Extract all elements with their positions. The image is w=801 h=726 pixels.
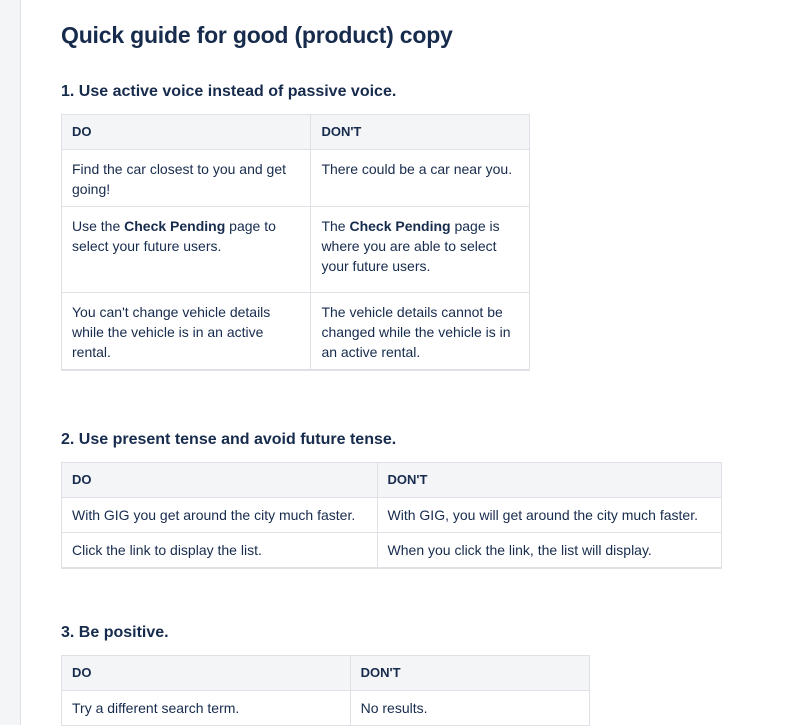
do-cell: Find the car closest to you and get going! (62, 150, 311, 207)
check-pending-bold: Check Pending (349, 218, 451, 234)
dont-cell: The Check Pending page is where you are able to select your future users. (311, 207, 530, 293)
table-row (62, 691, 590, 726)
table-row (62, 207, 530, 293)
dont-cell: There could be a car near you. (311, 150, 530, 207)
present-tense-table (61, 462, 722, 568)
table-header-row (62, 656, 590, 691)
page-title: Quick guide for good (product) copy (61, 22, 453, 48)
be-positive-table (61, 655, 590, 726)
column-header-dont: DON'T (377, 463, 721, 498)
do-cell: Click the link to display the list. (62, 533, 378, 568)
column-header-dont: DON'T (311, 115, 530, 150)
dont-cell: The vehicle details cannot be changed while the vehicle is in an active rental. (311, 293, 530, 370)
table-row (62, 293, 530, 370)
left-sidebar-edge (0, 0, 21, 725)
do-cell: You can't change vehicle details while the vehicle is in an active rental. (62, 293, 311, 370)
dont-cell: With GIG, you will get around the city much faster. (377, 498, 721, 533)
column-header-dont: DON'T (350, 656, 589, 691)
table-row (62, 498, 722, 533)
column-header-do: DO (62, 656, 351, 691)
section-heading-present-tense: 2. Use present tense and avoid future tense. (61, 431, 397, 448)
table-header-row (62, 115, 530, 150)
dont-cell: When you click the link, the list will display. (377, 533, 721, 568)
table-row (62, 150, 530, 207)
dont-cell: No results. (350, 691, 589, 726)
table-row (62, 533, 722, 568)
section-heading-active-voice: 1. Use active voice instead of passive voice. (61, 83, 397, 100)
do-cell: Try a different search term. (62, 691, 351, 726)
do-cell: With GIG you get around the city much faster. (62, 498, 378, 533)
section-heading-be-positive: 3. Be positive. (61, 624, 169, 641)
column-header-do: DO (62, 463, 378, 498)
check-pending-bold: Check Pending (124, 218, 226, 234)
do-cell: Use the Check Pending page to select your future users. (62, 207, 311, 293)
active-voice-table (61, 114, 530, 370)
table-header-row (62, 463, 722, 498)
column-header-do: DO (62, 115, 311, 150)
